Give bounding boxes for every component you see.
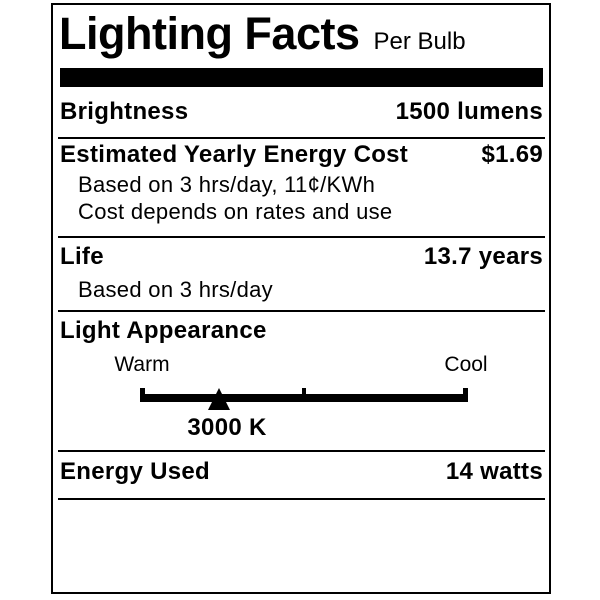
energy-cost-value: $1.69	[481, 141, 543, 168]
energy-cost-note-usage: Based on 3 hrs/day, 11¢/KWh	[78, 172, 376, 197]
brightness-label: Brightness	[60, 98, 189, 125]
brightness-value: 1500 lumens	[395, 98, 543, 125]
color-temperature-scale	[140, 394, 468, 402]
energy-cost-label: Estimated Yearly Energy Cost	[60, 141, 409, 168]
energy-used-row	[60, 460, 543, 484]
cool-label: Cool	[444, 353, 488, 376]
life-note: Based on 3 hrs/day	[78, 277, 273, 302]
life-label: Life	[60, 243, 104, 270]
life-row	[60, 245, 543, 269]
section-divider	[58, 236, 545, 238]
section-divider	[58, 310, 545, 312]
header-bar	[60, 68, 543, 87]
section-divider	[58, 137, 545, 139]
lighting-facts-label	[51, 3, 551, 594]
brightness-row	[60, 100, 543, 124]
color-temp-value: 3000 K	[187, 414, 267, 441]
scale-cool-end-tick	[463, 388, 468, 402]
scale-middle-tick	[302, 388, 306, 402]
label-header	[59, 8, 466, 59]
energy-cost-note-rates: Cost depends on rates and use	[78, 199, 393, 224]
life-value: 13.7 years	[423, 243, 543, 270]
light-appearance-label: Light Appearance	[60, 317, 267, 344]
warm-label: Warm	[114, 353, 170, 376]
section-divider	[58, 498, 545, 500]
section-divider	[58, 450, 545, 452]
energy-used-label: Energy Used	[60, 458, 211, 485]
label-title: Lighting Facts	[59, 8, 360, 59]
scale-warm-end-tick	[140, 388, 145, 402]
label-subtitle: Per Bulb	[373, 28, 466, 55]
color-temp-marker-icon	[208, 388, 230, 410]
energy-used-value: 14 watts	[445, 458, 543, 485]
energy-cost-row	[60, 143, 543, 167]
